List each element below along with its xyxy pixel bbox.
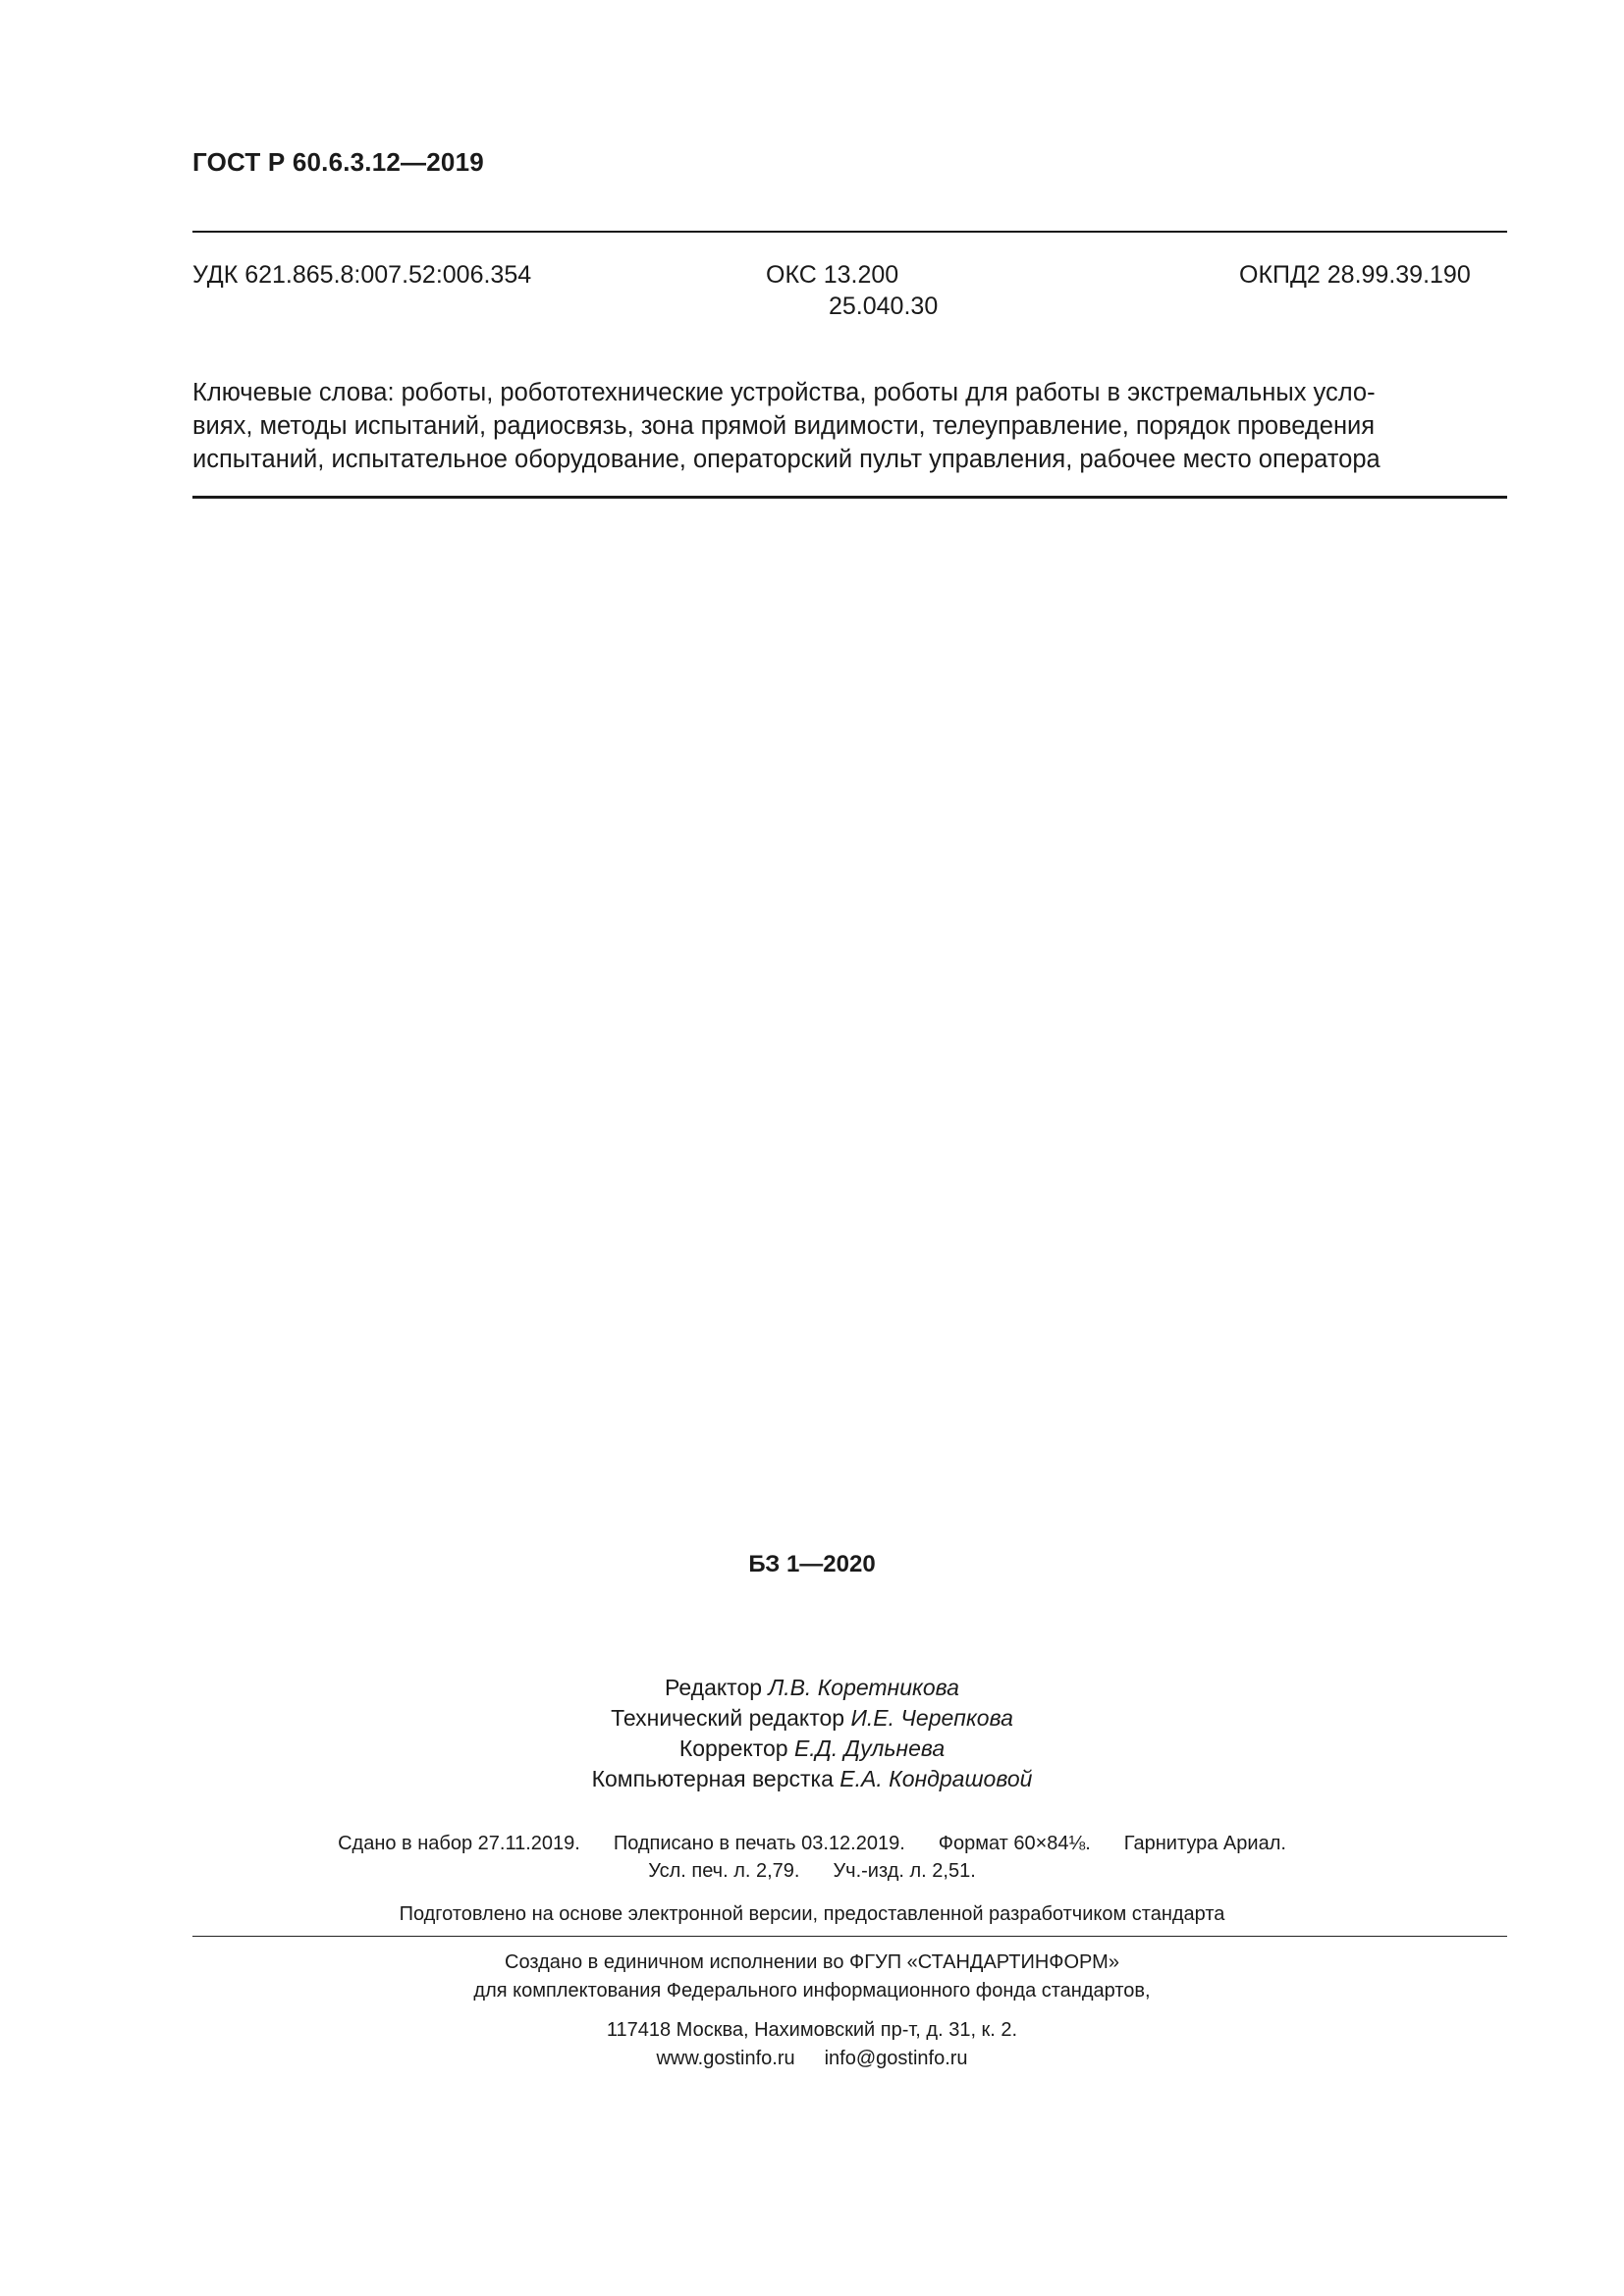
credit-name: И.Е. Черепкова xyxy=(850,1705,1013,1731)
credit-proofreader xyxy=(0,1734,1624,1764)
credits-block xyxy=(0,1673,1624,1794)
print-info-row-1 xyxy=(0,1830,1624,1857)
oks-code xyxy=(766,259,938,322)
credit-editor xyxy=(0,1673,1624,1703)
oks-code-line1: ОКС 13.200 xyxy=(766,261,899,289)
keywords-line: виях, методы испытаний, радиосвязь, зона прямой видимости, телеуправление, порядок проведения xyxy=(192,412,1376,440)
email-link[interactable]: info@gostinfo.ru xyxy=(824,2048,968,2069)
prepared-note: Подготовлено на основе электронной версии, предоставленной разработчиком стандарта xyxy=(399,1903,1225,1925)
credit-role: Технический редактор xyxy=(611,1705,845,1731)
standard-code: ГОСТ Р 60.6.3.12—2019 xyxy=(192,147,484,177)
print-sheets: Усл. печ. л. 2,79. xyxy=(648,1860,800,1882)
print-info-row-2 xyxy=(0,1857,1624,1885)
credit-role: Корректор xyxy=(678,1735,788,1761)
submitted-date: Сдано в набор 27.11.2019. xyxy=(338,1833,580,1854)
publisher-line-2: для комплектования Федерального информационного фонда стандартов, xyxy=(473,1980,1151,2002)
website-link[interactable]: www.gostinfo.ru xyxy=(656,2048,795,2069)
credit-role: Редактор xyxy=(665,1675,763,1700)
credit-name: Е.Д. Дульнева xyxy=(793,1735,946,1761)
bz-number: БЗ 1—2020 xyxy=(748,1551,876,1577)
keywords-line: Ключевые слова: роботы, робототехнические устройства, роботы для работы в экстремальных усло- xyxy=(192,379,1376,406)
keywords-paragraph xyxy=(192,376,1507,476)
credit-layout xyxy=(0,1764,1624,1794)
publisher-address: 117418 Москва, Нахимовский пр-т, д. 31, к. 2. xyxy=(606,2019,1018,2041)
publisher-block xyxy=(0,1949,1624,2073)
udk-code: УДК 621.865.8:007.52:006.354 xyxy=(192,261,532,289)
okpd2-code: ОКПД2 28.99.39.190 xyxy=(1239,261,1471,289)
oks-code-line2: 25.040.30 xyxy=(829,293,939,320)
credit-tech-editor xyxy=(0,1703,1624,1734)
paper-format: Формат 60×84⅛. xyxy=(938,1833,1091,1854)
footer-divider xyxy=(192,1936,1507,1937)
print-info-block xyxy=(0,1830,1624,1885)
top-divider xyxy=(192,231,1507,233)
publisher-line-1: Создано в единичном исполнении во ФГУП «СТАНДАРТИНФОРМ» xyxy=(505,1951,1119,1973)
credit-name: Л.В. Коретникова xyxy=(768,1675,959,1700)
keywords-line: испытаний, испытательное оборудование, операторский пульт управления, рабочее место оператора xyxy=(192,446,1380,473)
typeface: Гарнитура Ариал. xyxy=(1123,1833,1286,1854)
credit-role: Компьютерная верстка xyxy=(591,1766,834,1791)
signed-date: Подписано в печать 03.12.2019. xyxy=(613,1833,905,1854)
publisher-sheets: Уч.-изд. л. 2,51. xyxy=(833,1860,976,1882)
credit-name: Е.А. Кондрашовой xyxy=(839,1766,1033,1791)
publisher-contacts xyxy=(0,2045,1624,2073)
keywords-divider xyxy=(192,496,1507,499)
